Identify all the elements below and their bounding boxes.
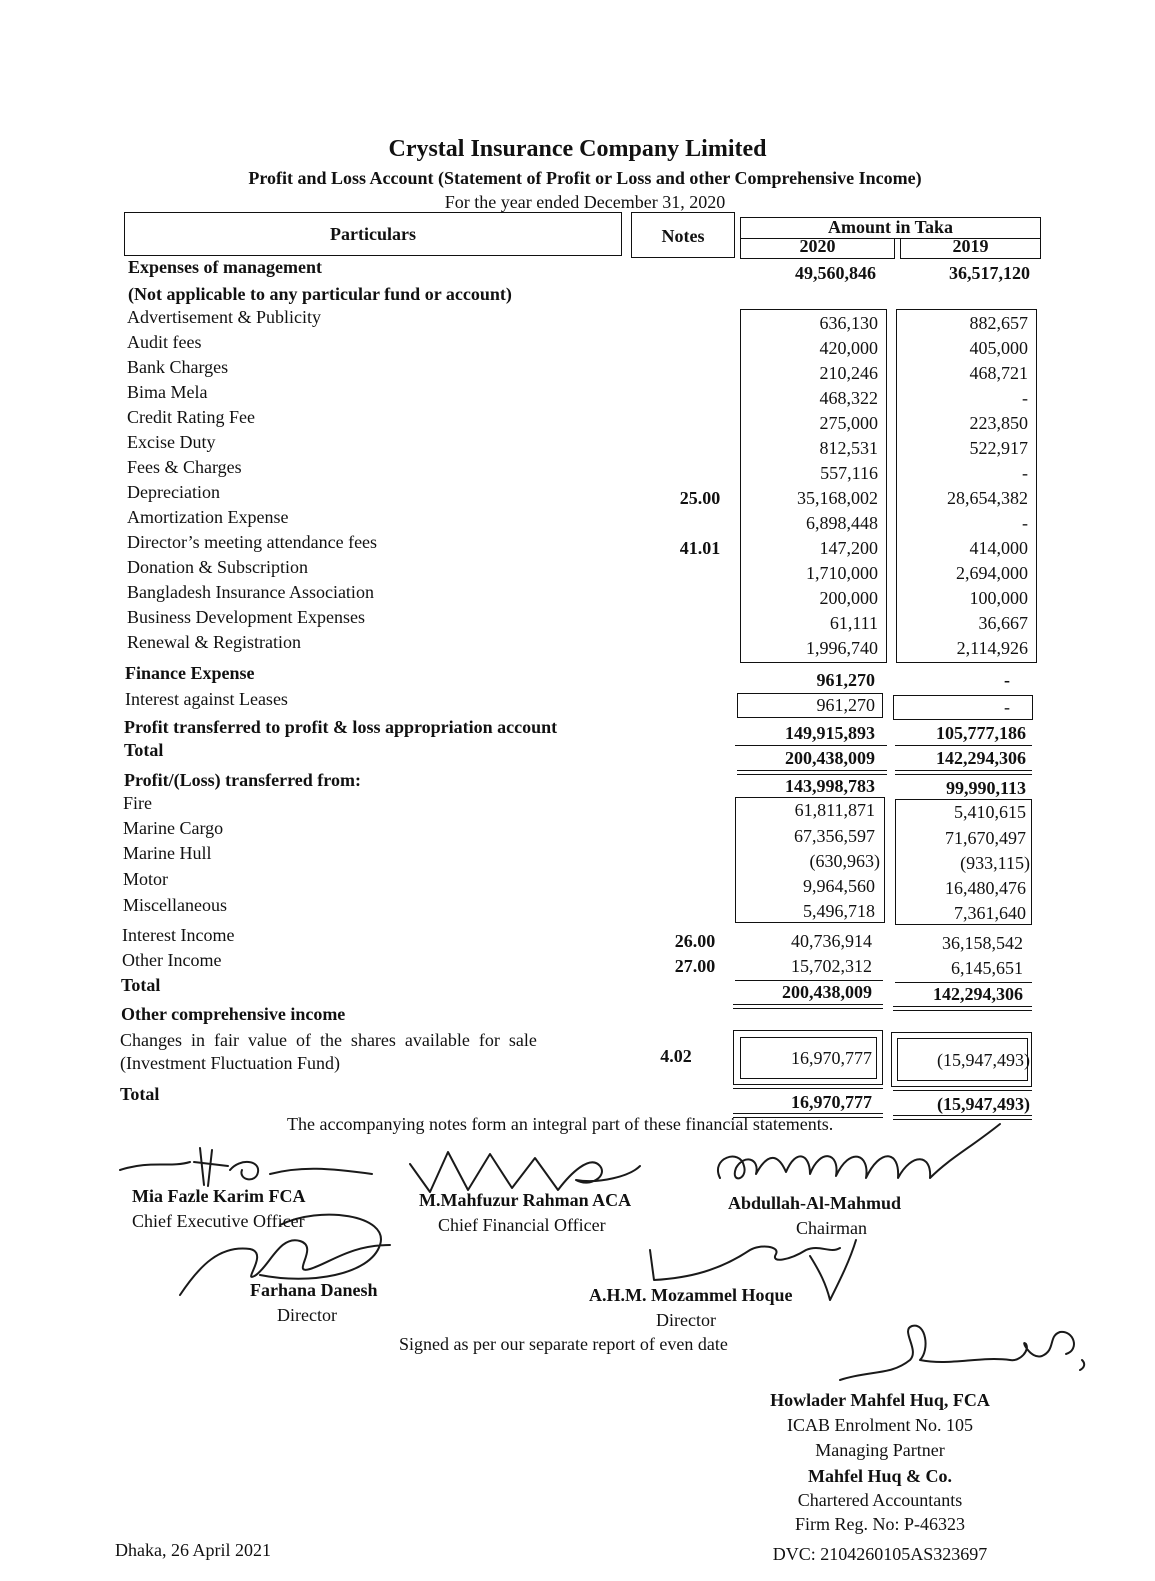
director1-name: Farhana Danesh — [250, 1280, 378, 1300]
row-value-2020: 210,246 — [819, 363, 878, 383]
row-label: Marine Cargo — [123, 818, 224, 838]
row-note: 25.00 — [679, 488, 721, 508]
row-value-2019: 7,361,640 — [954, 903, 1026, 923]
row-label: Interest Income — [122, 925, 235, 945]
row-label: Advertisement & Publicity — [127, 307, 321, 327]
total2-rule-2020-b — [733, 1008, 883, 1009]
row-note: 26.00 — [674, 931, 716, 951]
expenses-subheading: (Not applicable to any particular fund or account) — [128, 284, 512, 304]
notes-statement: The accompanying notes form an integral part of these financial statements. — [287, 1114, 834, 1134]
total3-2020: 16,970,777 — [791, 1092, 872, 1112]
notes-header: Notes — [661, 226, 705, 246]
director1-title: Director — [277, 1305, 337, 1325]
auditor-dvc: DVC: 2104260105AS323697 — [772, 1544, 988, 1564]
particulars-header: Particulars — [330, 224, 416, 244]
row-label: Marine Hull — [123, 843, 212, 863]
row-value-2019: 414,000 — [969, 538, 1028, 558]
row-label: Bank Charges — [127, 357, 229, 377]
row-value-2019: - — [1022, 463, 1028, 483]
total3-2019: (15,947,493) — [937, 1094, 1030, 1114]
director2-name: A.H.M. Mozammel Hoque — [589, 1285, 793, 1305]
expenses-total-2020: 49,560,846 — [795, 263, 876, 283]
row-value-2020: 420,000 — [819, 338, 878, 358]
row-value-2019: 2,694,000 — [956, 563, 1028, 583]
expenses-heading: Expenses of management — [128, 257, 322, 277]
statement-title: Profit and Loss Account (Statement of Profit or Loss and other Comprehensive Income) — [248, 168, 922, 188]
auditor-role: Managing Partner — [815, 1440, 945, 1460]
row-value-2020: 61,111 — [829, 613, 878, 633]
row-value-2020: (630,963) — [809, 851, 880, 871]
row-label: Audit fees — [127, 332, 202, 352]
row-value-2020: 5,496,718 — [803, 901, 875, 921]
place-date: Dhaka, 26 April 2021 — [115, 1540, 271, 1560]
total2-2020: 200,438,009 — [782, 982, 872, 1002]
row-value-2020: 636,130 — [819, 313, 878, 333]
total2-top-rule-2019 — [895, 982, 1032, 983]
profit-from-total-2019: 99,990,113 — [945, 778, 1026, 798]
total2-rule-2019-a — [893, 1006, 1032, 1007]
total1-rule-2019-b — [895, 774, 1032, 775]
cfo-title: Chief Financial Officer — [438, 1215, 606, 1235]
row-value-2020: 468,322 — [819, 388, 878, 408]
row-value-2020: 9,964,560 — [803, 876, 875, 896]
oci-note: 4.02 — [660, 1046, 692, 1066]
row-label: Other Income — [122, 950, 222, 970]
row-value-2020: 812,531 — [819, 438, 878, 458]
oci-heading: Other comprehensive income — [121, 1004, 346, 1024]
auditor-firm-type: Chartered Accountants — [797, 1490, 963, 1510]
total2-top-rule-2020 — [735, 980, 883, 981]
row-value-2020: 67,356,597 — [794, 826, 875, 846]
profit-from-heading: Profit/(Loss) transferred from: — [124, 770, 361, 790]
row-label: Bima Mela — [127, 382, 208, 402]
row-value-2019: 405,000 — [969, 338, 1028, 358]
finance-row-2020: 961,270 — [816, 695, 875, 715]
profit-transferred-2020: 149,915,893 — [785, 723, 875, 743]
row-label: Excise Duty — [127, 432, 216, 452]
row-label: Director’s meeting attendance fees — [127, 532, 378, 552]
expenses-total-2019: 36,517,120 — [949, 263, 1030, 283]
row-value-2020: 6,898,448 — [806, 513, 878, 533]
row-value-2019: (933,115) — [960, 853, 1030, 873]
auditor-name: Howlader Mahfel Huq, FCA — [770, 1390, 990, 1410]
row-value-2019: 100,000 — [969, 588, 1028, 608]
row-value-2020: 1,710,000 — [806, 563, 878, 583]
row-value-2020: 200,000 — [819, 588, 878, 608]
row-value-2019: 882,657 — [969, 313, 1028, 333]
profit-transferred-2019: 105,777,186 — [936, 723, 1026, 743]
total1-rule-2019-a — [895, 770, 1032, 771]
auditor-reg: Firm Reg. No: P-46323 — [794, 1514, 965, 1534]
row-value-2020: 61,811,871 — [794, 800, 875, 820]
total3-label: Total — [120, 1084, 160, 1104]
row-label: Miscellaneous — [123, 895, 227, 915]
year-2019-header: 2019 — [952, 236, 989, 256]
director2-title: Director — [656, 1310, 716, 1330]
row-value-2020: 275,000 — [819, 413, 878, 433]
total1-label: Total — [124, 740, 164, 760]
row-value-2019: 6,145,651 — [951, 958, 1023, 978]
row-label: Motor — [123, 869, 168, 889]
row-label: Renewal & Registration — [127, 632, 301, 652]
row-value-2019: 36,667 — [978, 613, 1028, 633]
oci-line2: (Investment Fluctuation Fund) — [120, 1053, 340, 1073]
finance-total-2019: - — [1004, 670, 1010, 690]
signed-note: Signed as per our separate report of even date — [399, 1334, 728, 1354]
row-label: Credit Rating Fee — [127, 407, 255, 427]
row-value-2020: 35,168,002 — [797, 488, 878, 508]
row-value-2019: 468,721 — [969, 363, 1028, 383]
total2-rule-2020-a — [733, 1004, 883, 1005]
row-value-2019: 36,158,542 — [942, 933, 1023, 953]
row-value-2020: 40,736,914 — [791, 931, 872, 951]
row-note: 41.01 — [679, 538, 721, 558]
oci-2020: 16,970,777 — [791, 1048, 872, 1068]
row-value-2020: 557,116 — [820, 463, 878, 483]
company-name: Crystal Insurance Company Limited — [388, 136, 767, 162]
profit-from-total-2020: 143,998,783 — [785, 776, 875, 796]
row-value-2020: 147,200 — [819, 538, 878, 558]
row-value-2019: 71,670,497 — [945, 828, 1026, 848]
period-label: For the year ended December 31, 2020 — [444, 192, 726, 212]
row-note: 27.00 — [674, 956, 716, 976]
total1-rule-2020-b — [737, 774, 887, 775]
row-value-2019: 2,114,926 — [956, 638, 1028, 658]
row-value-2019: 5,410,615 — [954, 802, 1026, 822]
year-2020-header: 2020 — [799, 236, 836, 256]
total2-2019: 142,294,306 — [933, 984, 1023, 1004]
total2-rule-2019-b — [893, 1010, 1032, 1011]
row-label: Fees & Charges — [127, 457, 242, 477]
profit-transferred-label: Profit transferred to profit & loss appropriation account — [124, 717, 558, 737]
total1-top-rule-2020 — [735, 745, 887, 746]
row-value-2019: - — [1022, 513, 1028, 533]
cfo-name: M.Mahfuzur Rahman ACA — [419, 1190, 632, 1210]
ceo-title: Chief Executive Officer — [132, 1211, 305, 1231]
total3-top-rule-2020 — [733, 1088, 883, 1089]
total1-2020: 200,438,009 — [785, 748, 875, 768]
row-value-2020: 15,702,312 — [791, 956, 872, 976]
row-value-2019: 28,654,382 — [947, 488, 1028, 508]
auditor-firm: Mahfel Huq & Co. — [808, 1466, 952, 1486]
total1-2019: 142,294,306 — [936, 748, 1026, 768]
finance-row-2019: - — [1004, 697, 1010, 717]
finance-row-label: Interest against Leases — [125, 689, 288, 709]
total2-label: Total — [121, 975, 161, 995]
row-label: Depreciation — [127, 482, 220, 502]
chairman-signature — [700, 1118, 1020, 1198]
total3-rule-2019-a — [893, 1115, 1032, 1116]
row-label: Bangladesh Insurance Association — [127, 582, 374, 602]
row-label: Fire — [123, 793, 152, 813]
chairman-title: Chairman — [796, 1218, 867, 1238]
auditor-signature — [830, 1320, 1090, 1400]
total3-top-rule-2019 — [893, 1090, 1032, 1091]
row-label: Amortization Expense — [127, 507, 289, 527]
auditor-enrolment: ICAB Enrolment No. 105 — [787, 1415, 973, 1435]
oci-line1: Changes in fair value of the shares available for sale — [120, 1030, 537, 1050]
row-label: Business Development Expenses — [127, 607, 365, 627]
total1-rule-2020-a — [737, 770, 887, 771]
row-value-2019: 522,917 — [969, 438, 1028, 458]
finance-heading: Finance Expense — [125, 663, 255, 683]
ceo-name: Mia Fazle Karim FCA — [132, 1186, 306, 1206]
total1-top-rule-2019 — [895, 745, 1032, 746]
row-value-2019: 223,850 — [969, 413, 1028, 433]
chairman-name: Abdullah-Al-Mahmud — [728, 1193, 902, 1213]
oci-2019: (15,947,493) — [937, 1050, 1030, 1070]
amount-header: Amount in Taka — [827, 217, 954, 237]
row-value-2019: - — [1022, 388, 1028, 408]
row-label: Donation & Subscription — [127, 557, 308, 577]
finance-total-2020: 961,270 — [816, 670, 875, 690]
row-value-2020: 1,996,740 — [806, 638, 878, 658]
row-value-2019: 16,480,476 — [945, 878, 1026, 898]
